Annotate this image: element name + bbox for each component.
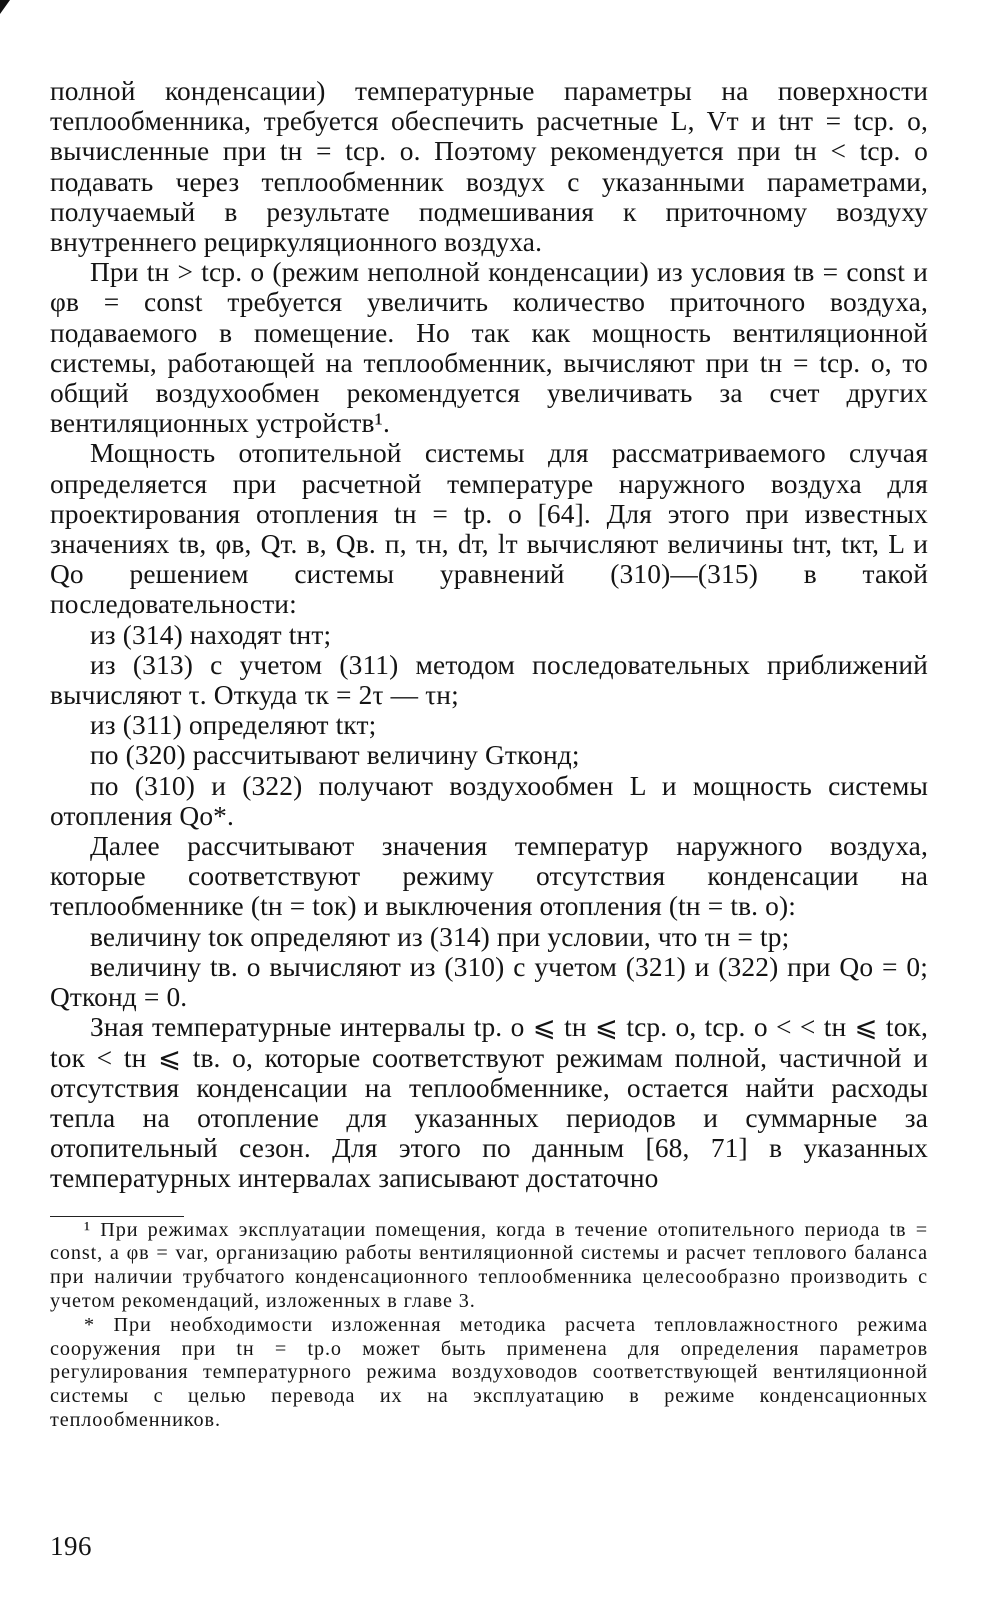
paragraph-temperatures: Далее рассчитывают значения температур наружного воздуха, которые соответствуют режиму отсутствия конденсации на теплообменнике (tн = tок) и выключения отопления (tн = tв. о): (50, 831, 928, 922)
page-body (50, 76, 928, 1433)
main-text (50, 76, 928, 1194)
footnote-1: ¹ При режимах эксплуатации помещения, когда в течение отопительного периода tв = const, а φв = var, организацию работы вентиляционной системы и расчет теплового баланса при наличии трубчатого конденсационного теплообменника целесообразно производить с учетом рекомендаций, изложенных в главе 3. (50, 1218, 928, 1312)
paragraph-incomplete-condensation: При tн > tср. о (режим неполной конденсации) из условия tв = const и φв = const требуется увеличить количество приточного воздуха, подаваемого в помещение. Но так как мощность вентиляционной системы, работающей на теплообменник, вычисляют при tн = tср. о, то общий воздухообмен рекомендуется увеличивать за счет других вентиляционных устройств¹. (50, 257, 928, 439)
step-313: из (313) с учетом (311) методом последовательных приближений вычисляют τ. Откуда τк = 2τ — τн; (50, 649, 928, 711)
footnote-asterisk: * При необходимости изложенная методика расчета тепловлажностного режима сооружения при tн = tр.о может быть применена для определения параметров регулирования температурного режима воздуховодов соответствующей вентиляционной системы с целью перевода их на эксплуатацию в режиме конденсационных теплообменников. (50, 1313, 928, 1431)
step-320: по (320) рассчитывают величину Gтконд; (90, 740, 580, 771)
step-314: из (314) находят tнт; (90, 619, 332, 650)
step-311: из (311) определяют tкт; (90, 710, 377, 741)
paragraph-continuation: полной конденсации) температурные параметры на поверхности теплообменника, требуется обеспечить расчетные L, Vт и tнт = tср. о, вычисленные при tн = tср. о. Поэтому рекомендуется при tн < tср. о подавать через теплообменник воздух с указанными параметрами, получаемый в результате подмешивания к приточному воздуху внутреннего рециркуляционного воздуха. (50, 76, 928, 258)
paragraph-heating-power: Мощность отопительной системы для рассматриваемого случая определяется при расчетной температуре наружного воздуха для проектирования отопления tн = tр. о [64]. Для этого при известных значениях tв, φв, Qт. в, Qв. п, τн, dт, lт вычисляют величины tнт, tкт, L и Qо решением системы уравнений (310)—(315) в такой последовательности: (50, 438, 928, 620)
page-number: 196 (50, 1531, 92, 1561)
footnote-divider (50, 1216, 184, 1217)
footnotes (50, 1219, 928, 1433)
paragraph-intervals: Зная температурные интервалы tр. о ⩽ tн ⩽ tср. о, tср. о < < tн ⩽ tок, tок < tн ⩽ tв. о, которые соответствуют режимам полной, частичной и отсутствия конденсации на теплообменнике, остается найти расходы тепла на отопление для указанных периодов и суммарные за отопительный сезон. Для этого по данным [68, 71] в указанных температурных интервалах записывают достаточно (50, 1012, 928, 1194)
step-310-322: по (310) и (322) получают воздухообмен L и мощность системы отопления Qо*. (50, 770, 928, 831)
step-tvo: величину tв. о вычисляют из (310) с учетом (321) и (322) при Qо = 0; Qтконд = 0. (50, 951, 928, 1013)
scan-corner-mark (0, 0, 10, 14)
step-tok: величину tок определяют из (314) при условии, что τн = tр; (90, 921, 790, 952)
